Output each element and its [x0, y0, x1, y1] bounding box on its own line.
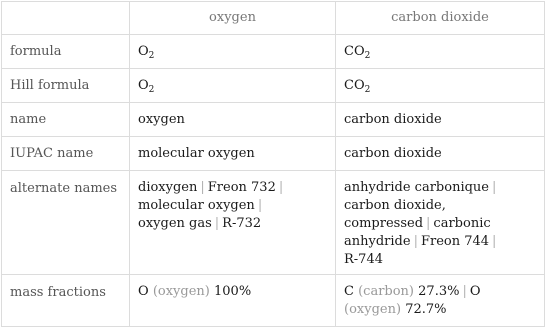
separator: |	[214, 216, 220, 231]
separator: |	[257, 198, 263, 213]
row-label-alternate-names: alternate names	[2, 171, 130, 275]
formula-base: O	[138, 43, 149, 59]
element-name: (oxygen)	[344, 302, 402, 317]
alt-name: molecular oxygen	[138, 198, 255, 213]
element-name: (oxygen)	[152, 284, 210, 299]
iupac-name-co2: carbon dioxide	[336, 137, 545, 171]
mass-fractions-co2	[336, 275, 545, 327]
mass-value: 27.3%	[418, 284, 460, 299]
formula-base: O	[138, 77, 149, 93]
header-corner	[2, 2, 130, 35]
alt-name: oxygen gas	[138, 216, 212, 231]
alternate-names-oxygen	[130, 171, 336, 275]
mass-value: 100%	[214, 284, 252, 299]
name-co2: carbon dioxide	[336, 103, 545, 137]
row-label-name: name	[2, 103, 130, 137]
element-symbol: O	[469, 284, 481, 299]
name-oxygen: oxygen	[130, 103, 336, 137]
formula-subscript: 2	[148, 50, 155, 61]
element-symbol: O	[138, 284, 149, 299]
hill-formula-oxygen	[130, 69, 336, 103]
separator: |	[200, 180, 205, 195]
row-iupac-name	[2, 137, 545, 171]
row-label-hill-formula: Hill formula	[2, 69, 130, 103]
row-name	[2, 103, 545, 137]
header-oxygen: oxygen	[130, 2, 336, 35]
formula-base: CO	[344, 77, 365, 93]
separator: |	[492, 234, 497, 249]
header-carbon-dioxide: carbon dioxide	[336, 2, 545, 35]
alt-name: carbon dioxide, compressed	[344, 198, 446, 231]
element-name: (carbon)	[358, 284, 415, 299]
row-formula	[2, 35, 545, 69]
separator: |	[278, 180, 284, 195]
row-alternate-names	[2, 171, 545, 275]
separator: |	[413, 234, 418, 249]
iupac-name-oxygen: molecular oxygen	[130, 137, 336, 171]
row-hill-formula	[2, 69, 545, 103]
separator: |	[426, 216, 431, 231]
alt-name: R-732	[222, 216, 262, 231]
alt-name: Freon 744	[420, 234, 490, 249]
alt-name: R-744	[344, 252, 383, 267]
header-row	[2, 2, 545, 35]
formula-oxygen	[130, 35, 336, 69]
formula-base: CO	[344, 43, 365, 59]
element-symbol: C	[344, 284, 354, 299]
row-label-iupac-name: IUPAC name	[2, 137, 130, 171]
mass-fractions-oxygen	[130, 275, 336, 327]
hill-formula-co2	[336, 69, 545, 103]
mass-value: 72.7%	[405, 302, 447, 317]
row-label-formula: formula	[2, 35, 130, 69]
row-label-mass-fractions: mass fractions	[2, 275, 130, 327]
row-mass-fractions	[2, 275, 545, 327]
separator: |	[492, 180, 497, 195]
alternate-names-co2	[336, 171, 545, 275]
formula-subscript: 2	[364, 50, 371, 61]
alt-name: Freon 732	[207, 180, 276, 195]
separator: |	[462, 284, 467, 299]
alt-name: dioxygen	[138, 180, 198, 195]
formula-subscript: 2	[148, 84, 155, 95]
alt-name: anhydride carbonique	[344, 180, 489, 195]
formula-co2	[336, 35, 545, 69]
comparison-table	[1, 1, 545, 327]
alt-name: carbonic anhydride	[344, 216, 491, 249]
formula-subscript: 2	[364, 84, 371, 95]
